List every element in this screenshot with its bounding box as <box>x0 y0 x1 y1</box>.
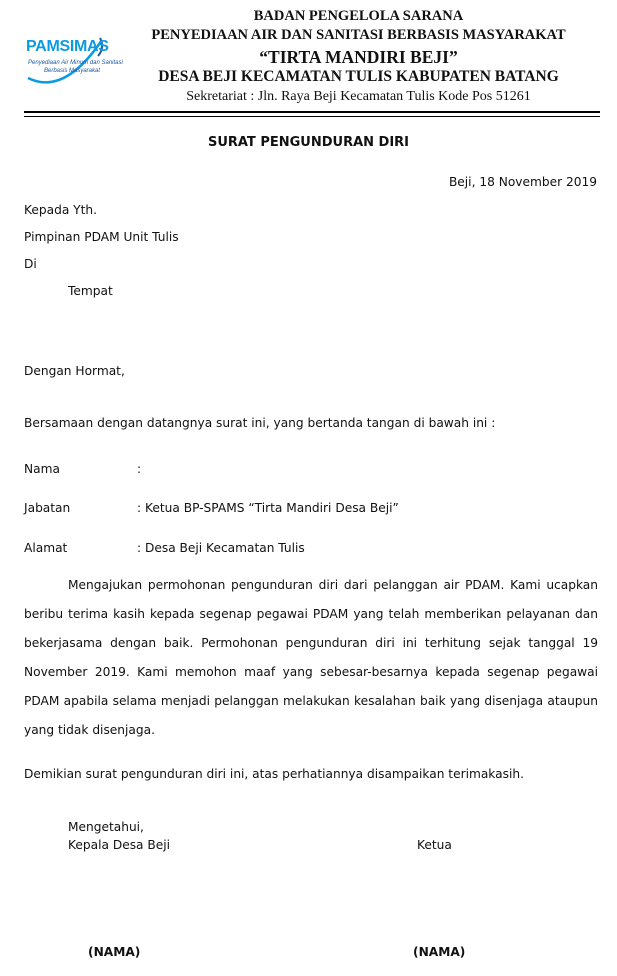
logo-tagline-2: Berbasis Masyarakat <box>44 68 101 74</box>
letterhead-divider-thin <box>24 116 600 117</box>
field-value-alamat: : Desa Beji Kecamatan Tulis <box>137 541 305 555</box>
closing-text: Demikian surat pengunduran diri ini, atas perhatiannya disampaikan terimakasih. <box>24 767 524 781</box>
logo-tagline: Penyediaan Air Minum dan Sanitasi <box>28 60 123 66</box>
body-text: Mengajukan permohonan pengunduran diri dari pelanggan air PDAM. Kami ucapkan beribu terima kasih kepada segenap pegawai PDAM yang telah memberikan pelayanan dan bekerjasama dengan baik. Permohonan pengunduran diri ini terhitung sejak tanggal 19 November 2019. Kami memohon maaf yang sebesar-besarnya kepada segenap pegawai PDAM apabila selama menjadi pelanggan melakukan kesalahan baik yang disenjaga ataupun yang tidak disenjaga. <box>24 578 598 737</box>
letterhead-divider-thick <box>24 111 600 113</box>
field-label-jabatan: Jabatan <box>24 501 71 515</box>
field-value-nama: : <box>137 462 142 476</box>
pamsimas-logo <box>26 34 123 96</box>
letterhead-program: PENYEDIAAN AIR DAN SANITASI BERBASIS MASYARAKAT <box>151 27 566 43</box>
letterhead-org: BADAN PENGELOLA SARANA <box>253 8 464 24</box>
field-label-alamat: Alamat <box>24 541 68 555</box>
letterhead-location: DESA BEJI KECAMATAN TULIS KABUPATEN BATANG <box>158 68 559 85</box>
letter-date: Beji, 18 November 2019 <box>448 175 597 189</box>
letterhead-name: “TIRTA MANDIRI BEJI” <box>259 47 458 67</box>
letterhead-address: Sekretariat : Jln. Raya Beji Kecamatan Tulis Kode Pos 51261 <box>186 89 531 104</box>
field-value-jabatan: : Ketua BP-SPAMS “Tirta Mandiri Desa Beji” <box>137 501 399 515</box>
intro-text: Bersamaan dengan datangnya surat ini, yang bertanda tangan di bawah ini : <box>24 416 496 430</box>
recipient-line-3: Di <box>24 257 37 271</box>
signature-right-name: (NAMA) <box>413 945 466 959</box>
signature-left-name: (NAMA) <box>88 945 141 959</box>
recipient-line-4: Tempat <box>68 284 113 298</box>
signature-left-title: Kepala Desa Beji <box>68 838 171 852</box>
signature-right-title: Ketua <box>417 838 452 852</box>
greeting: Dengan Hormat, <box>24 364 125 378</box>
body-paragraph <box>24 571 598 745</box>
recipient-line-2: Pimpinan PDAM Unit Tulis <box>24 230 179 244</box>
field-label-nama: Nama <box>24 462 60 476</box>
logo-wordmark: PAMSIMAS <box>26 38 109 55</box>
letter-title: SURAT PENGUNDURAN DIRI <box>207 135 410 150</box>
recipient-line-1: Kepada Yth. <box>24 203 97 217</box>
signature-left-label: Mengetahui, <box>68 820 144 834</box>
